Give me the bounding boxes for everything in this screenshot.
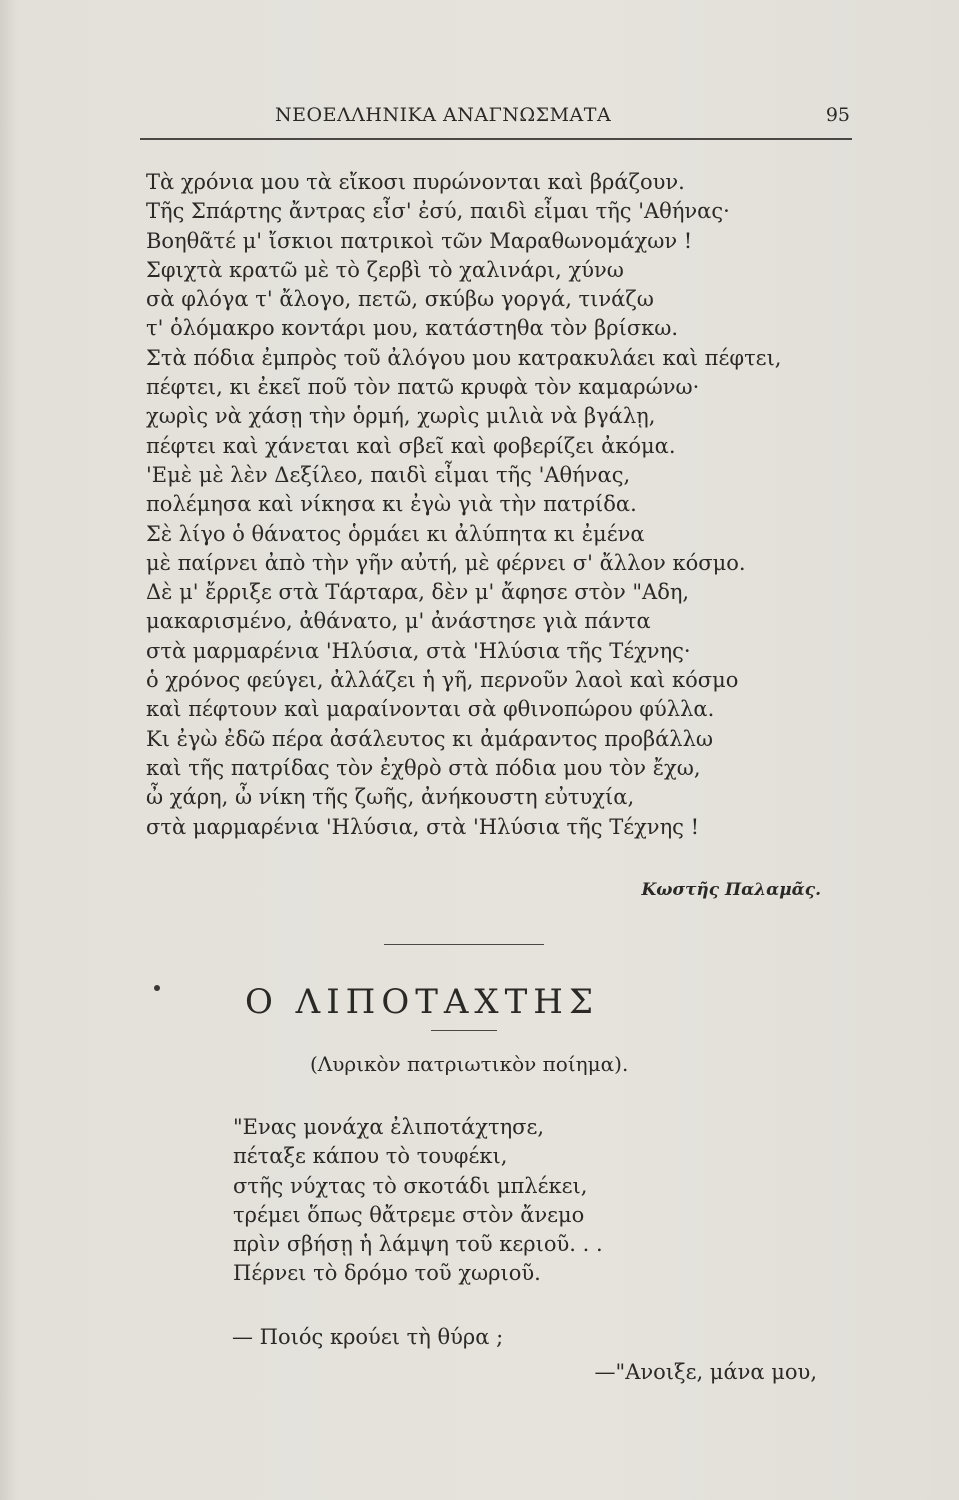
poem-line: Τῆς Σπάρτης ἄντρας εἶσ' ἐσύ, παιδὶ εἶμαι τῆς 'Αθήνας·	[146, 199, 730, 224]
poem-line: "Ενας μονάχα ἐλιποτάχτησε,	[233, 1115, 545, 1139]
dialog-line: — Ποιός κρούει τὴ θύρα ;	[232, 1325, 504, 1349]
poem-line: ὁ χρόνος φεύγει, ἀλλάζει ἡ γῆ, περνοῦν λαοὶ καὶ κόσμο	[146, 668, 739, 693]
poem-line: πρὶν σβήσῃ ἡ λάμψη τοῦ κεριοῦ. . .	[233, 1232, 603, 1257]
poem-line: Βοηθᾶτέ μ' ἴσκιοι πατρικοὶ τῶν Μαραθωνομάχων !	[146, 228, 693, 253]
page-number: 95	[825, 104, 850, 126]
poem-line: Κι ἐγὼ ἐδῶ πέρα ἀσάλευτος κι ἀμάραντος προβάλλω	[146, 726, 714, 751]
section-divider	[384, 944, 544, 945]
poem-line: πέταξε κάπου τὸ τουφέκι,	[233, 1144, 508, 1169]
section-subtitle: (Λυρικὸν πατριωτικὸν ποίημα).	[310, 1052, 629, 1076]
dialog-line: —"Ανοιξε, μάνα μου,	[594, 1360, 817, 1384]
poem-line: πέφτει, κι ἐκεῖ ποῦ τὸν πατῶ κρυφὰ τὸν καμαρώνω·	[146, 375, 700, 400]
poem-palamas	[146, 168, 846, 842]
poem-line: Σὲ λίγο ὁ θάνατος ὁρμάει κι ἀλύπητα κι ἐμένα	[146, 521, 645, 546]
poem-line: Τὰ χρόνια μου τὰ εἴκοσι πυρώνονται καὶ βράζουν.	[146, 170, 685, 194]
poem-line: στὰ μαρμαρένια 'Ηλύσια, στὰ 'Ηλύσια τῆς Τέχνης·	[146, 638, 691, 663]
poem-line: 'Εμὲ μὲ λὲν Δεξίλεο, παιδὶ εἶμαι τῆς 'Αθήνας,	[146, 462, 631, 487]
poem-line: μακαρισμένο, ἀθάνατο, μ' ἀνάστησε γιὰ πάντα	[146, 609, 651, 634]
poem-lipotaktis	[233, 1113, 833, 1289]
poem-line: Στὰ πόδια ἐμπρὸς τοῦ ἀλόγου μου κατρακυλάει καὶ πέφτει,	[146, 345, 782, 370]
poem-line: σὰ φλόγα τ' ἄλογο, πετῶ, σκύβω γοργά, τινάζω	[146, 287, 654, 312]
author-signature: Κωστῆς Παλαμᾶς.	[641, 880, 821, 900]
poem-line: μὲ παίρνει ἀπὸ τὴν γῆν αὐτή, μὲ φέρνει σ' ἄλλον κόσμο.	[146, 550, 746, 575]
poem-line: χωρὶς νὰ χάσῃ τὴν ὁρμή, χωρὶς μιλιὰ νὰ βγάλῃ,	[146, 404, 656, 429]
poem-line: καὶ πέφτουν καὶ μαραίνονται σὰ φθινοπώρου φύλλα.	[146, 697, 715, 722]
poem-line: καὶ τῆς πατρίδας τὸν ἐχθρὸ στὰ πόδια μου τὸν ἔχω,	[146, 755, 701, 780]
poem-line: Σφιχτὰ κρατῶ μὲ τὸ ζερβὶ τὸ χαλινάρι, χύνω	[146, 257, 624, 282]
bullet-mark	[154, 985, 160, 991]
poem-line: τρέμει ὅπως θἄτρεμε στὸν ἄνεμο	[233, 1202, 585, 1227]
poem-line: πέφτει καὶ χάνεται καὶ σβεῖ καὶ φοβερίζει ἀκόμα.	[146, 433, 676, 458]
running-title: ΝΕΟΕΛΛΗΝΙΚΑ ΑΝΑΓΝΩΣΜΑΤΑ	[275, 104, 612, 126]
title-underline	[431, 1030, 497, 1031]
poem-line: πολέμησα καὶ νίκησα κι ἐγὼ γιὰ τὴν πατρίδα.	[146, 492, 637, 517]
poem-line: Δὲ μ' ἔρριξε στὰ Τάρταρα, δὲν μ' ἄφησε στὸν "Αδη,	[146, 580, 690, 605]
poem-line: ὦ χάρη, ὦ νίκη τῆς ζωῆς, ἀνήκουστη εὐτυχία,	[146, 785, 635, 810]
poem-line: τ' ὁλόμακρο κοντάρι μου, κατάστηθα τὸν βρίσκω.	[146, 316, 679, 341]
poem-line: στῆς νύχτας τὸ σκοτάδι μπλέκει,	[233, 1173, 588, 1198]
page-header	[140, 104, 852, 140]
poem-line: Πέρνει τὸ δρόμο τοῦ χωριοῦ.	[233, 1261, 541, 1286]
poem-line: στὰ μαρμαρένια 'Ηλύσια, στὰ 'Ηλύσια τῆς Τέχνης !	[146, 814, 700, 839]
section-title: Ο ΛΙΠΟΤΑΧΤΗΣ	[245, 982, 599, 1022]
